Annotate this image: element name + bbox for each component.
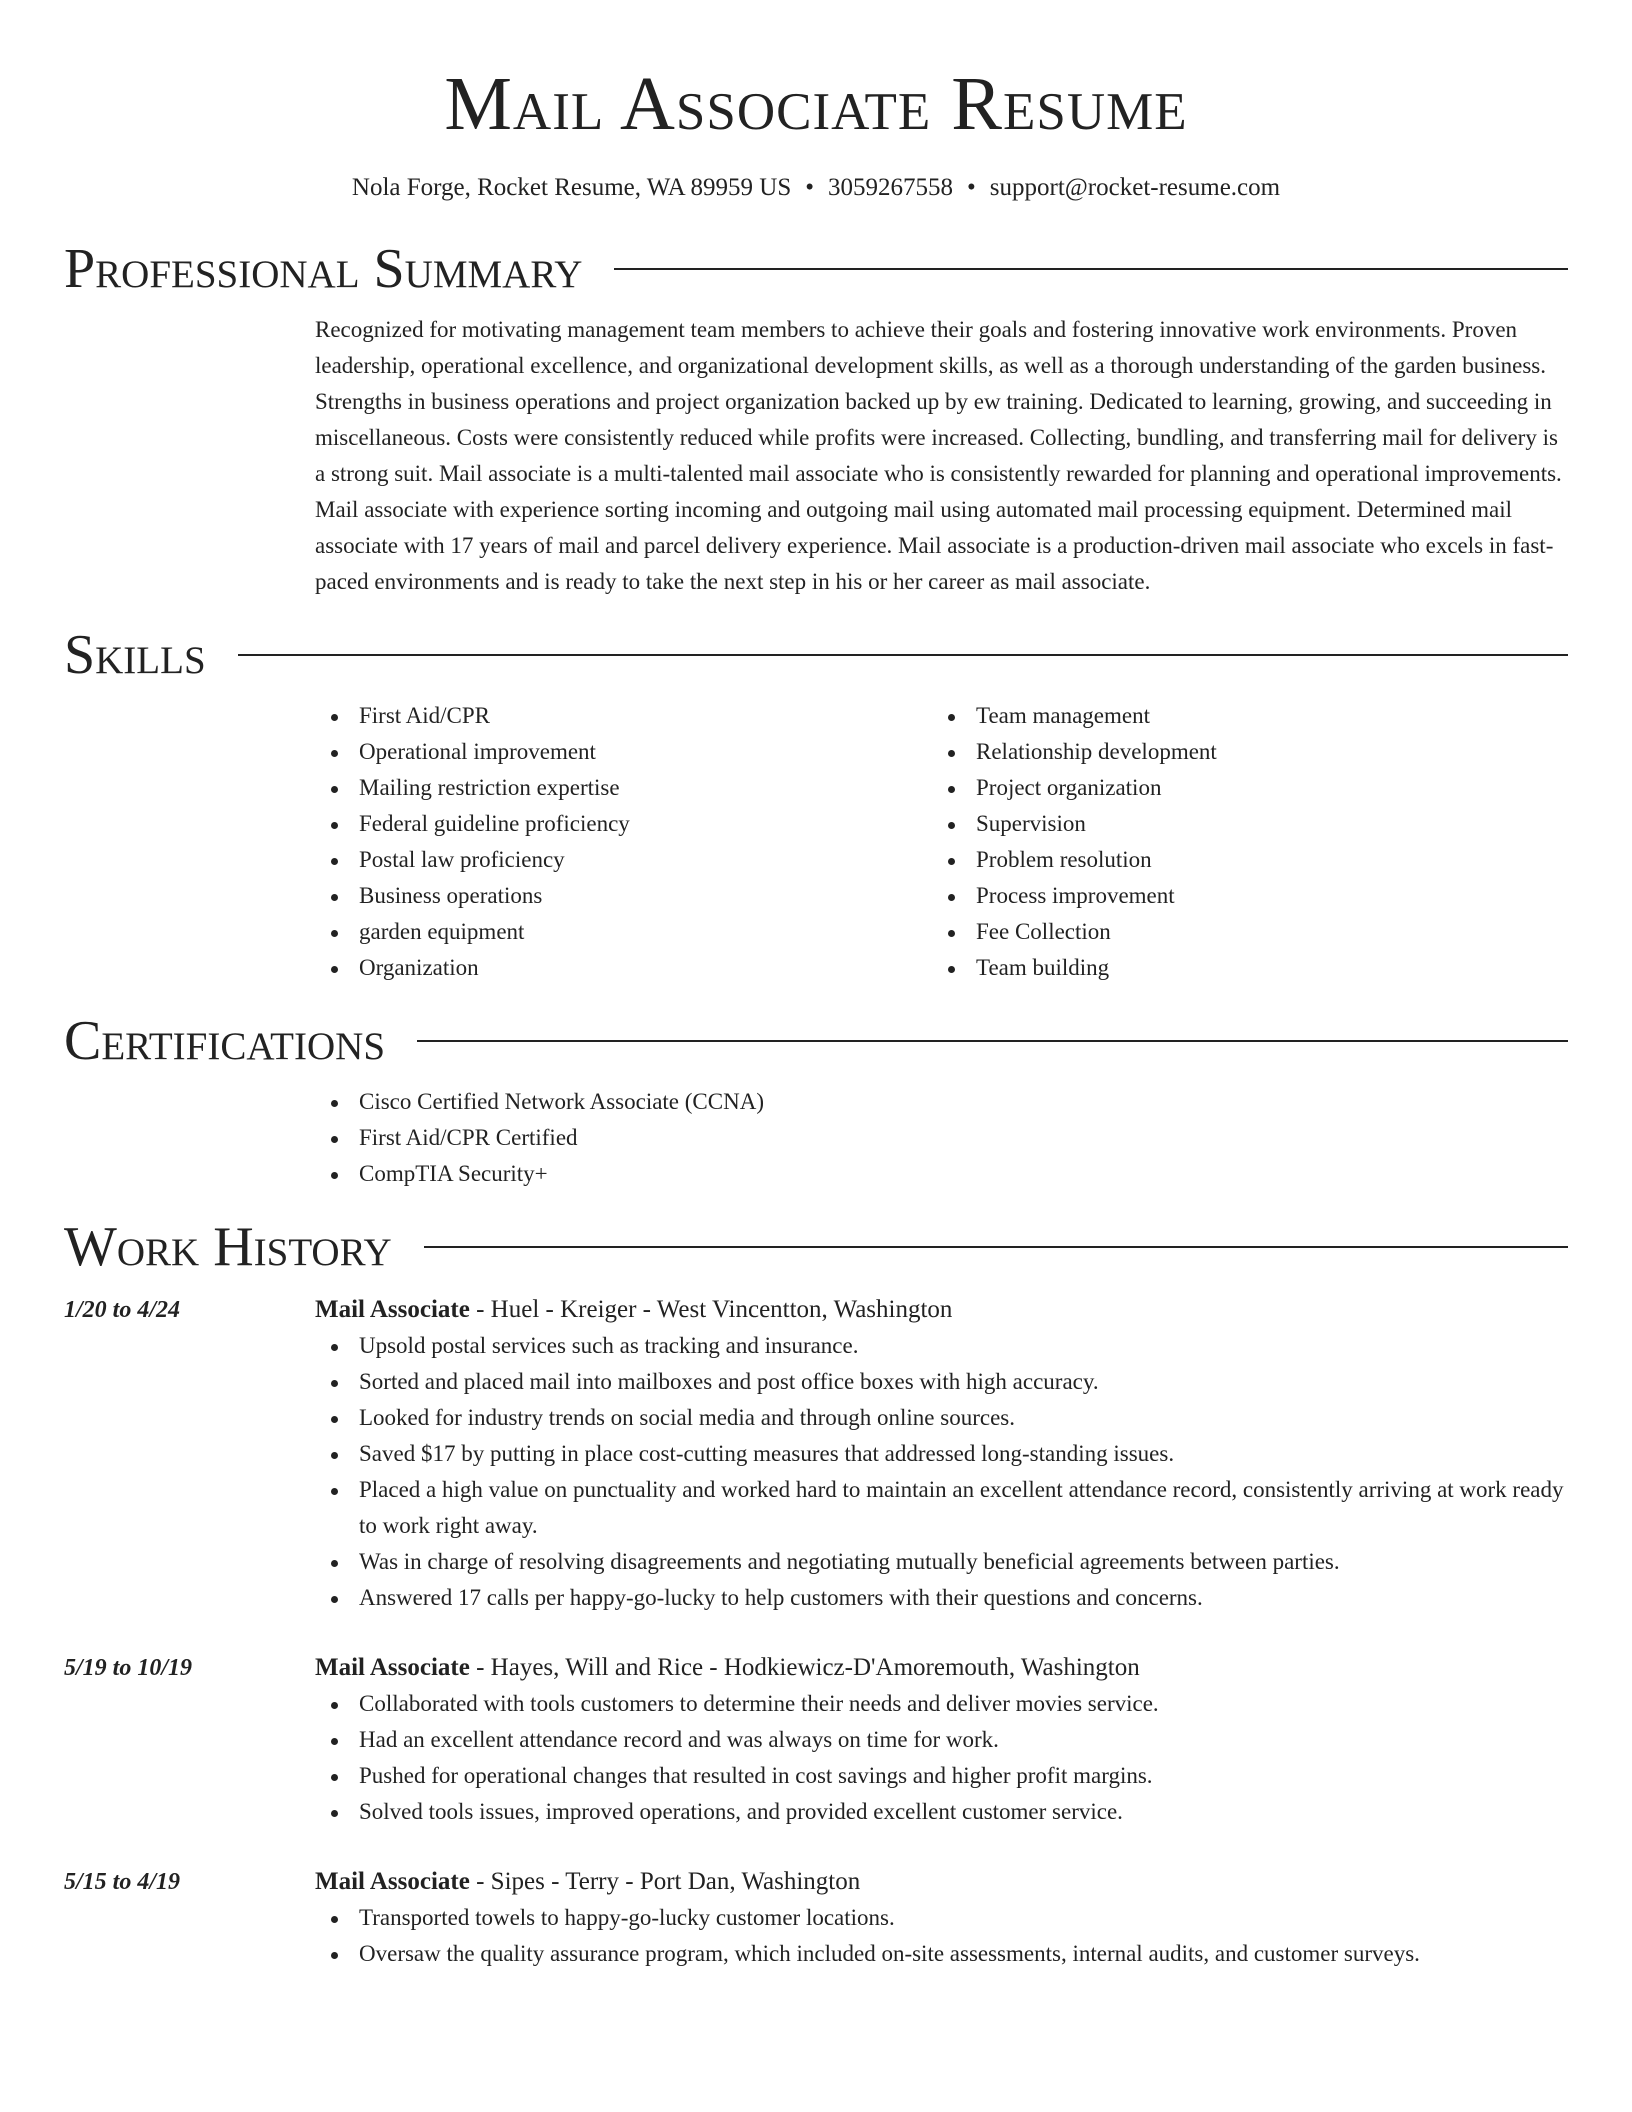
summary-heading: Professional Summary — [64, 238, 583, 300]
skill-item: Mailing restriction expertise — [315, 770, 932, 806]
job-bullet: Upsold postal services such as tracking and insurance. — [315, 1328, 1568, 1364]
job-heading — [315, 1292, 1568, 1328]
certifications-section-header — [64, 1010, 1568, 1072]
summary-body — [315, 312, 1568, 600]
certifications-list — [315, 1084, 1568, 1192]
job-details: - Huel - Kreiger - West Vincentton, Washington — [469, 1296, 953, 1323]
job-bullet: Had an excellent attendance record and was always on time for work. — [315, 1722, 1568, 1758]
section-divider — [238, 654, 1568, 656]
job-dates: 1/20 to 4/24 — [64, 1297, 181, 1323]
skill-item: First Aid/CPR — [315, 698, 932, 734]
job-title: Mail Associate — [315, 1868, 470, 1895]
section-divider — [417, 1040, 1568, 1042]
summary-section-header — [64, 238, 1568, 300]
section-divider — [614, 268, 1568, 270]
certifications-heading: Certifications — [64, 1010, 386, 1072]
job-bullet: Placed a high value on punctuality and worked hard to maintain an excellent attendance record, consistently arriving at work ready to work right away. — [315, 1472, 1568, 1544]
job-heading — [315, 1650, 1568, 1686]
section-divider — [424, 1246, 1568, 1248]
work-heading: Work History — [64, 1216, 392, 1278]
job-bullet: Answered 17 calls per happy-go-lucky to help customers with their questions and concerns. — [315, 1580, 1568, 1616]
job-bullet: Collaborated with tools customers to determine their needs and deliver movies service. — [315, 1686, 1568, 1722]
skill-item: Project organization — [932, 770, 1549, 806]
job-title: Mail Associate — [315, 1654, 470, 1681]
skills-list-right — [932, 698, 1549, 986]
contact-separator: • — [805, 174, 815, 201]
skill-item: garden equipment — [315, 914, 932, 950]
skill-item: Problem resolution — [932, 842, 1549, 878]
skill-item: Supervision — [932, 806, 1549, 842]
contact-address: Nola Forge, Rocket Resume, WA 89959 US — [351, 174, 792, 201]
job-heading — [315, 1864, 1568, 1900]
job-bullet: Saved $17 by putting in place cost-cutting measures that addressed long-standing issues. — [315, 1436, 1568, 1472]
job-dates: 5/19 to 10/19 — [64, 1655, 193, 1681]
resume-page — [64, 0, 1568, 1972]
skill-item: Team building — [932, 950, 1549, 986]
job-main — [315, 1864, 1568, 1972]
job-details: - Hayes, Will and Rice - Hodkiewicz-D'Amoremouth, Washington — [469, 1654, 1140, 1681]
skills-section-header — [64, 624, 1568, 686]
skills-body — [315, 698, 1568, 986]
job-bullet: Oversaw the quality assurance program, which included on-site assessments, internal audits, and customer surveys. — [315, 1936, 1568, 1972]
job-bullet: Looked for industry trends on social media and through online sources. — [315, 1400, 1568, 1436]
skills-list-left — [315, 698, 932, 986]
skill-item: Fee Collection — [932, 914, 1549, 950]
job-title: Mail Associate — [315, 1296, 470, 1323]
contact-line — [64, 172, 1568, 204]
summary-text: Recognized for motivating management team members to achieve their goals and fostering innovative work environments. Proven leadership, operational excellence, and organizational development skills, as well as a thorough understanding of the garden business. Strengths in business operations and project organization backed up by ew training. Dedicated to learning, growing, and succeeding in miscellaneous. Costs were consistently reduced while profits were increased. Collecting, bundling, and transferring mail for delivery is a strong suit. Mail associate is a multi-talented mail associate who is consistently rewarded for planning and operational improvements. Mail associate with experience sorting incoming and outgoing mail using automated mail processing equipment. Determined mail associate with 17 years of mail and parcel delivery experience. Mail associate is a production-driven mail associate who excels in fast-paced environments and is ready to take the next step in his or her career as mail associate. — [315, 317, 1562, 594]
certification-item: Cisco Certified Network Associate (CCNA) — [315, 1084, 1568, 1120]
certification-item: First Aid/CPR Certified — [315, 1120, 1568, 1156]
job-bullet: Transported towels to happy-go-lucky customer locations. — [315, 1900, 1568, 1936]
job-bullet: Sorted and placed mail into mailboxes and post office boxes with high accuracy. — [315, 1364, 1568, 1400]
job-main — [315, 1292, 1568, 1616]
job-bullets — [315, 1686, 1568, 1830]
skill-item: Process improvement — [932, 878, 1549, 914]
job-bullets — [315, 1900, 1568, 1972]
job-dates: 5/15 to 4/19 — [64, 1869, 181, 1895]
job-bullet: Pushed for operational changes that resulted in cost savings and higher profit margins. — [315, 1758, 1568, 1794]
work-section-header — [64, 1216, 1568, 1278]
skills-heading: Skills — [64, 624, 206, 686]
skill-item: Business operations — [315, 878, 932, 914]
job-bullets — [315, 1328, 1568, 1616]
skill-item: Relationship development — [932, 734, 1549, 770]
contact-separator: • — [967, 174, 976, 201]
certification-item: CompTIA Security+ — [315, 1156, 1568, 1192]
skill-item: Postal law proficiency — [315, 842, 932, 878]
skill-item: Team management — [932, 698, 1549, 734]
job-entry — [64, 1292, 1568, 1616]
skill-item: Organization — [315, 950, 932, 986]
job-entry — [64, 1650, 1568, 1830]
job-bullet: Was in charge of resolving disagreements and negotiating mutually beneficial agreements between parties. — [315, 1544, 1568, 1580]
skill-item: Federal guideline proficiency — [315, 806, 932, 842]
resume-title: Mail Associate Resume — [444, 62, 1188, 146]
job-main — [315, 1650, 1568, 1830]
job-details: - Sipes - Terry - Port Dan, Washington — [469, 1868, 861, 1895]
job-bullet: Solved tools issues, improved operations, and provided excellent customer service. — [315, 1794, 1568, 1830]
skill-item: Operational improvement — [315, 734, 932, 770]
contact-email[interactable]: support@rocket-resume.com — [989, 174, 1281, 201]
certifications-body — [315, 1084, 1568, 1192]
job-entry — [64, 1864, 1568, 1972]
contact-phone: 3059267558 — [828, 174, 954, 201]
